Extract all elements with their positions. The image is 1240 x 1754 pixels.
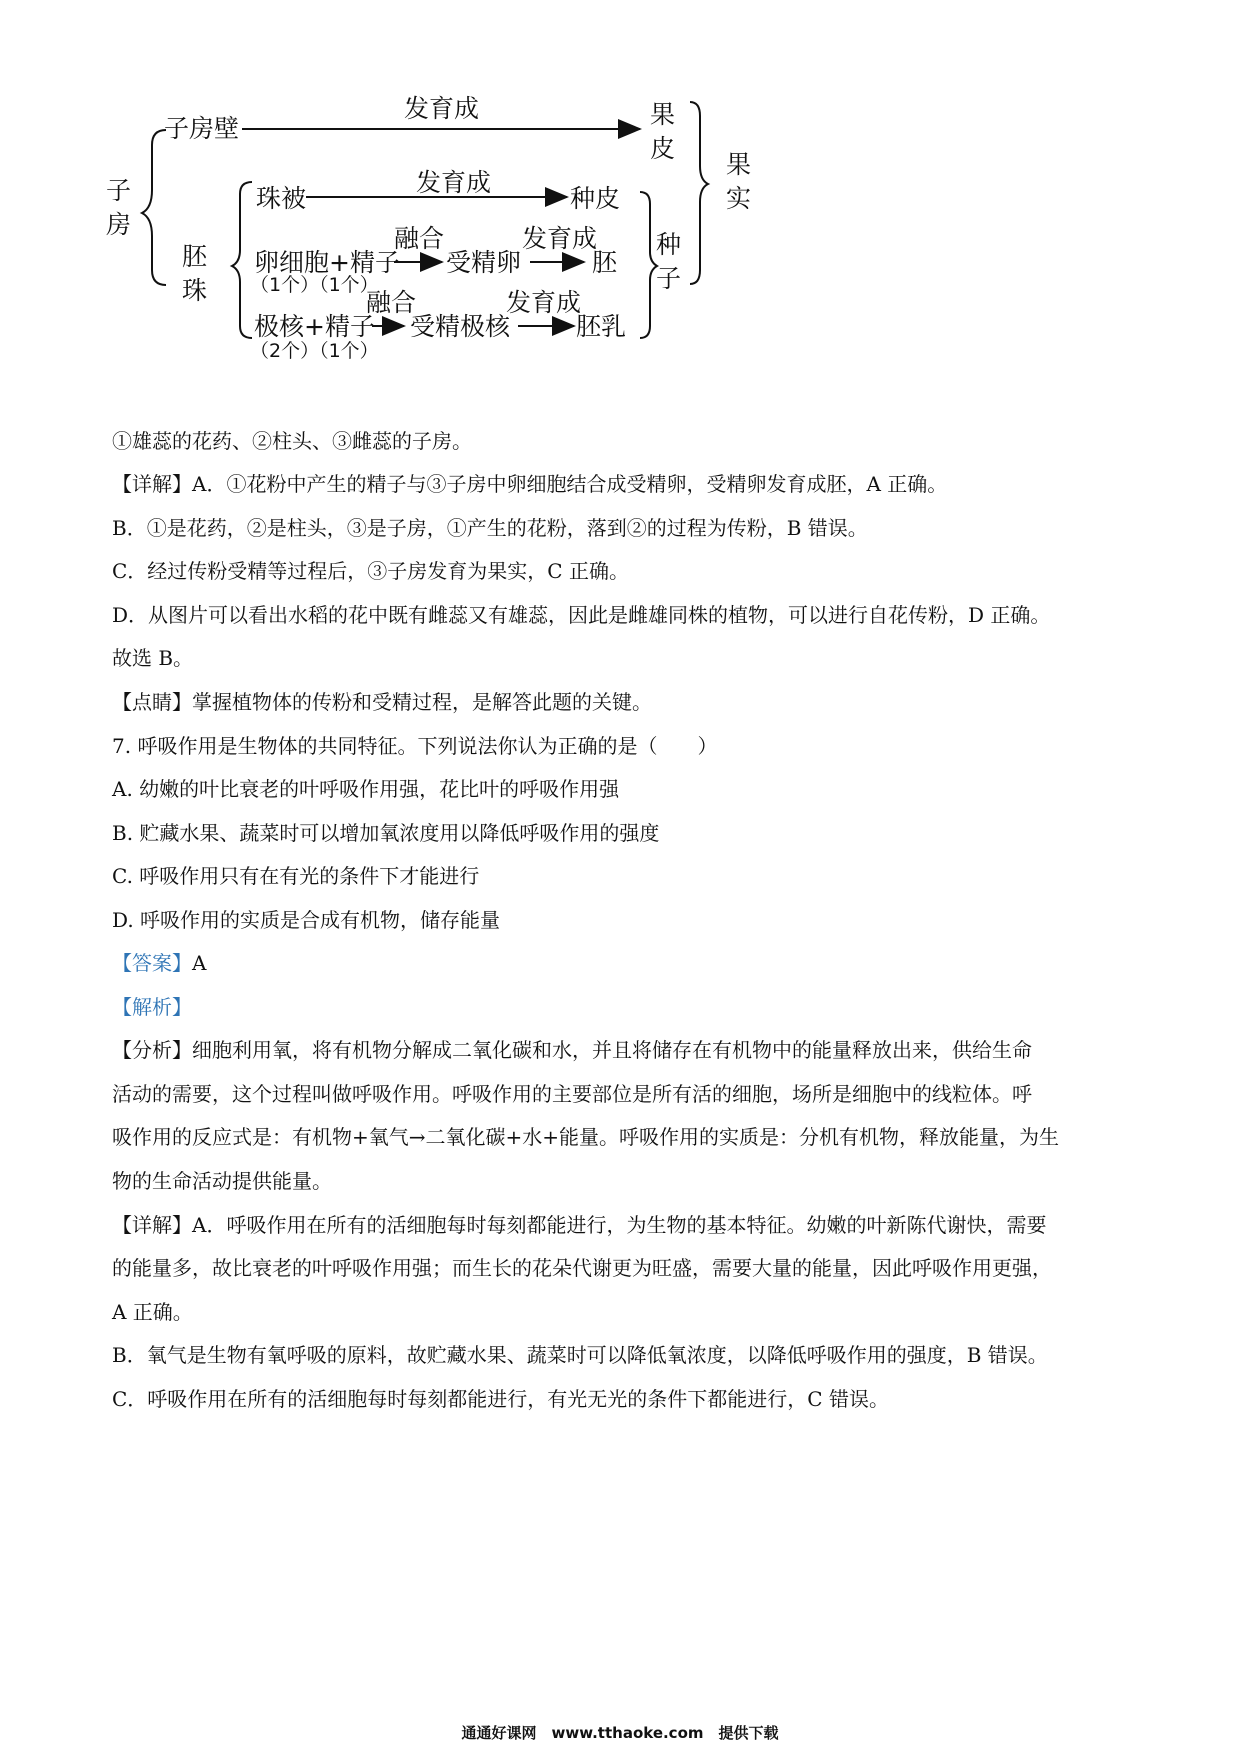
label-fruit: 果 实 [726, 150, 752, 213]
section-label: 【详解】 [112, 1213, 192, 1237]
text-line [112, 1081, 1132, 1108]
label-develops-2: 发育成 [416, 168, 492, 197]
text-line [112, 689, 1132, 716]
fruit-development-diagram [100, 90, 880, 420]
page-footer: 通通好课网 www.tthaoke.com 提供下载 [461, 1724, 779, 1742]
text-line [112, 645, 1132, 672]
label-ovary-wall: 子房壁 [164, 114, 240, 143]
line-text: B. 贮藏水果、蔬菜时可以增加氧浓度用以降低呼吸作用的强度 [112, 821, 660, 845]
line-text: A 正确。 [112, 1300, 193, 1324]
text-line [112, 820, 1132, 847]
text-line [112, 428, 1132, 455]
section-label: 【点睛】 [112, 690, 192, 714]
label-endosperm: 胚乳 [576, 312, 627, 341]
text-line [112, 1037, 1132, 1064]
text-line [112, 733, 1132, 760]
section-label: 【分析】 [112, 1038, 192, 1062]
line-text: 活动的需要，这个过程叫做呼吸作用。呼吸作用的主要部位是所有活的细胞，场所是细胞中的线粒体。呼 [112, 1082, 1032, 1106]
label-integument: 珠被 [256, 184, 307, 213]
text-line [112, 1212, 1132, 1239]
section-label: 【详解】 [112, 472, 192, 496]
label-polar-count: （2个）（1个） [250, 340, 379, 362]
label-seed-coat: 种皮 [570, 184, 621, 213]
label-embryo: 胚 [592, 248, 618, 277]
text-line [112, 602, 1132, 629]
text-line [112, 950, 1132, 977]
label-develops-3: 发育成 [522, 224, 598, 253]
line-text: 7. 呼吸作用是生物体的共同特征。下列说法你认为正确的是（ ） [112, 734, 718, 758]
label-seed: 种 子 [656, 230, 682, 293]
label-polar-sperm: 极核+精子 [254, 312, 375, 341]
label-pericarp: 果 皮 [650, 100, 676, 163]
text-line [112, 863, 1132, 890]
line-text: 的能量多，故比衰老的叶呼吸作用强；而生长的花朵代谢更为旺盛，需要大量的能量，因此呼吸作用更强， [112, 1256, 1052, 1280]
text-line [112, 1386, 1132, 1413]
label-fertilized-polar: 受精极核 [410, 312, 511, 341]
line-text: 吸作用的反应式是：有机物+氧气→二氧化碳+水+能量。呼吸作用的实质是：分机有机物，释放能量，为生 [112, 1125, 1060, 1149]
text-line [112, 1299, 1132, 1326]
line-text: A [192, 951, 207, 975]
line-text: A．①花粉中产生的精子与③子房中卵细胞结合成受精卵，受精卵发育成胚，A 正确。 [192, 472, 948, 496]
line-text: ①雄蕊的花药、②柱头、③雌蕊的子房。 [112, 429, 472, 453]
text-line [112, 558, 1132, 585]
text-line [112, 471, 1132, 498]
label-fusion-1: 融合 [394, 224, 445, 253]
text-line [112, 994, 1132, 1021]
line-text: 细胞利用氧，将有机物分解成二氧化碳和水，并且将储存在有机物中的能量释放出来，供给生命 [192, 1038, 1032, 1062]
text-line [112, 1255, 1132, 1282]
line-text: 物的生命活动提供能量。 [112, 1169, 332, 1193]
text-line [112, 515, 1132, 542]
text-line [112, 776, 1132, 803]
line-text: 故选 B。 [112, 646, 194, 670]
label-ovule: 胚 珠 [182, 242, 208, 305]
line-text: A. 幼嫩的叶比衰老的叶呼吸作用强，花比叶的呼吸作用强 [112, 777, 620, 801]
line-text: C．呼吸作用在所有的活细胞每时每刻都能进行，有光无光的条件下都能进行，C 错误。 [112, 1387, 889, 1411]
line-text: A．呼吸作用在所有的活细胞每时每刻都能进行，为生物的基本特征。幼嫩的叶新陈代谢快，需要 [192, 1213, 1047, 1237]
label-fertilized-egg: 受精卵 [446, 248, 522, 277]
line-text: B．①是花药，②是柱头，③是子房，①产生的花粉，落到②的过程为传粉，B 错误。 [112, 516, 868, 540]
section-label: 【解析】 [112, 995, 192, 1019]
label-develops-1: 发育成 [404, 94, 480, 123]
label-egg-sperm: 卵细胞+精子 [254, 248, 400, 277]
label-egg-count: （1个）（1个） [250, 274, 379, 296]
label-ovary: 子 房 [106, 176, 132, 239]
text-line [112, 1168, 1132, 1195]
line-text: 掌握植物体的传粉和受精过程，是解答此题的关键。 [192, 690, 652, 714]
line-text: D．从图片可以看出水稻的花中既有雌蕊又有雄蕊，因此是雌雄同株的植物，可以进行自花传粉，D 正确。 [112, 603, 1051, 627]
text-line [112, 1342, 1132, 1369]
label-fusion-2: 融合 [366, 288, 417, 317]
label-develops-4: 发育成 [506, 288, 582, 317]
text-line [112, 1124, 1132, 1151]
text-line [112, 907, 1132, 934]
line-text: B．氧气是生物有氧呼吸的原料，故贮藏水果、蔬菜时可以降低氧浓度，以降低呼吸作用的强度，B 错误。 [112, 1343, 1048, 1367]
section-label: 【答案】 [112, 951, 192, 975]
line-text: C．经过传粉受精等过程后，③子房发育为果实，C 正确。 [112, 559, 629, 583]
line-text: C. 呼吸作用只有在有光的条件下才能进行 [112, 864, 480, 888]
line-text: D. 呼吸作用的实质是合成有机物，储存能量 [112, 908, 501, 932]
